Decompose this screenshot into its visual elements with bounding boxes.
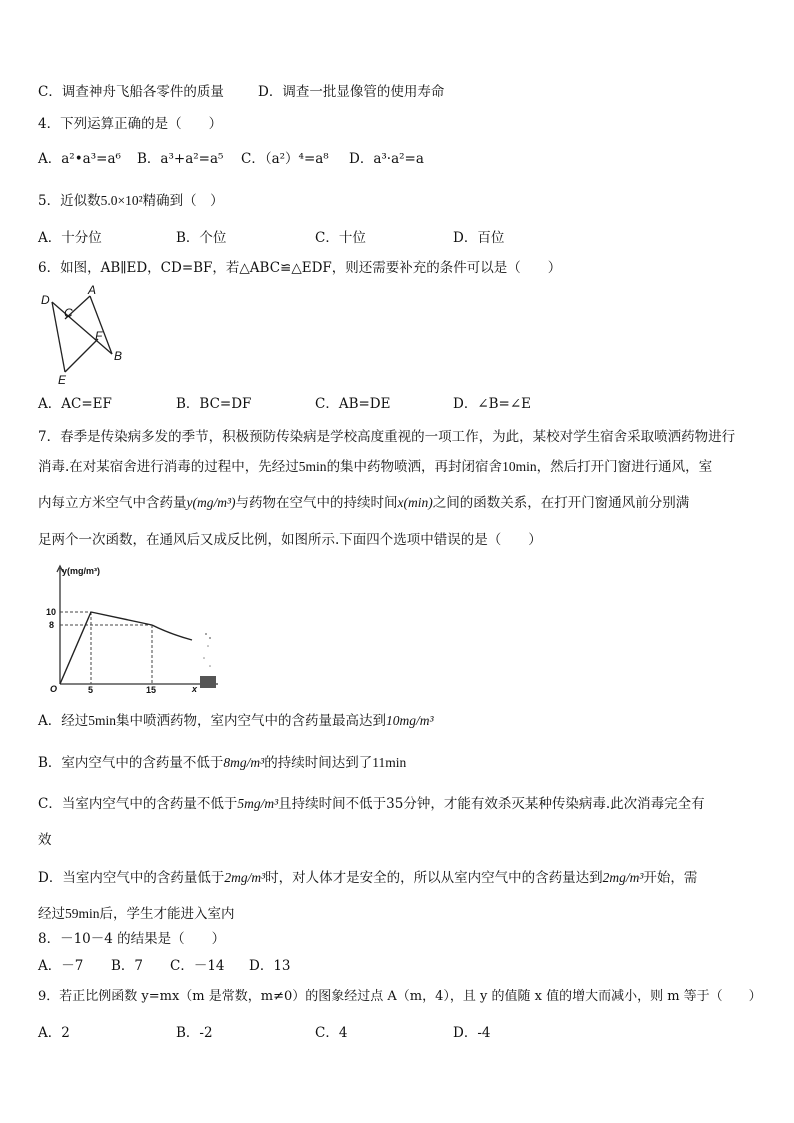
q6-geometry-figure: [38, 284, 130, 388]
segment-decline: [91, 612, 152, 625]
scan-specks: [203, 633, 211, 667]
segment-ef: [65, 339, 98, 372]
xtick-15: 15: [146, 685, 157, 695]
q7-option-d-wrap: [38, 905, 235, 923]
q7-line-3-c: 之间的函数关系，在打开门窗通风前分别满: [432, 495, 690, 511]
q4-option-b: B．a³+a²=a⁵: [137, 151, 224, 167]
q4-option-a: A．a²•a³=a⁶: [38, 151, 121, 167]
q7-function-graph: [40, 562, 225, 696]
segment-db: [52, 302, 112, 354]
q7-option-d-math-2: 2mg/m³: [602, 870, 644, 885]
q6-option-c: C．AB=DE: [315, 396, 391, 412]
q4-stem: 4．下列运算正确的是（ ）: [38, 116, 223, 132]
q7-line-1: 7．春季是传染病多发的季节，积极预防传染病是学校高度重视的一项工作，为此，某校对学生宿舍采取喷洒药物进行: [38, 429, 736, 445]
q7-option-d: [38, 869, 697, 887]
q7-line-2-math-1: 5min: [298, 459, 327, 474]
segment-rise: [60, 612, 91, 684]
q8-option-c: C．－14: [170, 958, 225, 974]
q6-option-d: D．∠B=∠E: [453, 396, 532, 412]
q7-option-b-text-2: 的持续时间达到了: [264, 755, 373, 771]
q8-option-d: D．13: [249, 958, 291, 974]
label-c: C: [64, 306, 73, 320]
q7-option-a-math-1: 5min: [88, 713, 117, 728]
q5-option-d: D．百位: [453, 230, 505, 246]
q7-option-a-text-1: A．经过: [38, 713, 89, 729]
q4-option-c: C．（a²）⁴=a⁸: [241, 151, 329, 167]
q7-option-d-math-3: 59min: [65, 906, 100, 921]
q8-stem: 8．－10－4 的结果是（ ）: [38, 931, 226, 947]
label-a: A: [88, 284, 97, 297]
label-e: E: [58, 373, 67, 387]
xtick-5: 5: [88, 685, 94, 695]
q7-option-d-text-2: 时，对人体才是安全的，所以从室内空气中的含药量达到: [265, 870, 603, 886]
q5-option-b: B．个位: [176, 230, 227, 246]
q7-line-2-b: 的集中药物喷洒，再封闭宿舍: [326, 459, 503, 475]
q7-option-d-math-1: 2mg/m³: [224, 870, 266, 885]
x-axis-label: x: [192, 684, 198, 694]
q7-option-d-text-3: 开始，需: [643, 870, 698, 886]
q9-option-c: C．4: [315, 1025, 348, 1041]
label-d: D: [41, 293, 50, 307]
ytick-10: 10: [46, 607, 57, 617]
q8-option-a: A．－7: [38, 958, 84, 974]
q4-option-d: D．a³·a²=a: [349, 151, 424, 167]
q7-line-2-c: ，然后打开门窗进行通风，室: [536, 459, 713, 475]
q7-option-c-text-2: 且持续时间不低于35分钟，才能有效杀灭某种传染病毒.此次消毒完全有: [278, 796, 705, 812]
q5-stem-suffix: 精确到（ ）: [142, 193, 224, 209]
q3-option-c: C．调查神舟飞船各零件的质量: [38, 84, 224, 100]
ytick-8: 8: [49, 620, 55, 630]
q7-option-b-text-1: B．室内空气中的含药量不低于: [38, 755, 224, 771]
q5-option-c: C．十位: [315, 230, 366, 246]
q7-line-2-math-2: 10min: [502, 459, 537, 474]
label-f: F: [95, 329, 103, 343]
q5-option-a: A．十分位: [38, 230, 102, 246]
q7-option-b: [38, 754, 406, 772]
q7-line-3: [38, 494, 689, 512]
q7-option-c-math-1: 5mg/m³: [237, 796, 279, 811]
q8-option-b: B．7: [111, 958, 144, 974]
q6-option-a: A．AC=EF: [38, 396, 112, 412]
q7-option-c: [38, 795, 705, 813]
q5-stem: [38, 192, 224, 210]
q7-option-c-text-1: C．当室内空气中的含药量不低于: [38, 796, 238, 812]
q7-line-2: [38, 458, 712, 476]
q7-line-3-math-2: x(min): [397, 495, 433, 510]
q6-stem: 6．如图，AB∥ED，CD=BF，若△ABC≌△EDF，则还需要补充的条件可以是（ ）: [38, 260, 562, 276]
q7-option-b-math-2: 11min: [372, 755, 407, 770]
q7-option-d-text-4: 经过: [38, 906, 65, 922]
q9-option-b: B．-2: [176, 1025, 213, 1041]
q7-line-2-a: 消毒.在对某宿舍进行消毒的过程中，先经过: [38, 459, 299, 475]
q9-stem: 9．若正比例函数 y=mx（m 是常数，m≠0）的图象经过点 A（m，4），且 y 的值随 x 值的增大而减小，则 m 等于（ ）: [38, 989, 762, 1004]
q3-option-d: D．调查一批显像管的使用寿命: [258, 84, 445, 100]
q5-stem-prefix: 5．近似数: [38, 193, 101, 209]
q6-option-b: B．BC=DF: [176, 396, 252, 412]
q7-line-3-b: 与药物在空气中的持续时间: [235, 495, 398, 511]
q7-option-a: [38, 712, 434, 730]
q7-option-d-text-5: 后，学生才能进入室内: [99, 906, 235, 922]
q7-option-b-math-1: 8mg/m³: [223, 755, 265, 770]
q7-option-a-math-2: 10mg/m³: [386, 713, 434, 728]
q7-line-3-math-1: y(mg/m³): [186, 495, 236, 510]
q9-option-a: A．2: [38, 1025, 70, 1041]
scan-artifact: [200, 676, 216, 688]
y-axis-label: y(mg/m³): [62, 566, 100, 576]
q5-number: 5.0×10²: [100, 193, 143, 208]
q7-line-3-a: 内每立方米空气中含药量: [38, 495, 187, 511]
origin-label: O: [50, 684, 58, 694]
label-b: B: [114, 349, 123, 363]
inverse-curve: [152, 625, 192, 640]
q9-option-d: D．-4: [453, 1025, 491, 1041]
q7-line-4: 足两个一次函数，在通风后又成反比例，如图所示.下面四个选项中错误的是（ ）: [38, 532, 542, 548]
q7-option-d-text-1: D．当室内空气中的含药量低于: [38, 870, 225, 886]
q7-option-c-wrap: 效: [38, 832, 52, 848]
q7-option-a-text-2: 集中喷洒药物，室内空气中的含药量最高达到: [116, 713, 387, 729]
